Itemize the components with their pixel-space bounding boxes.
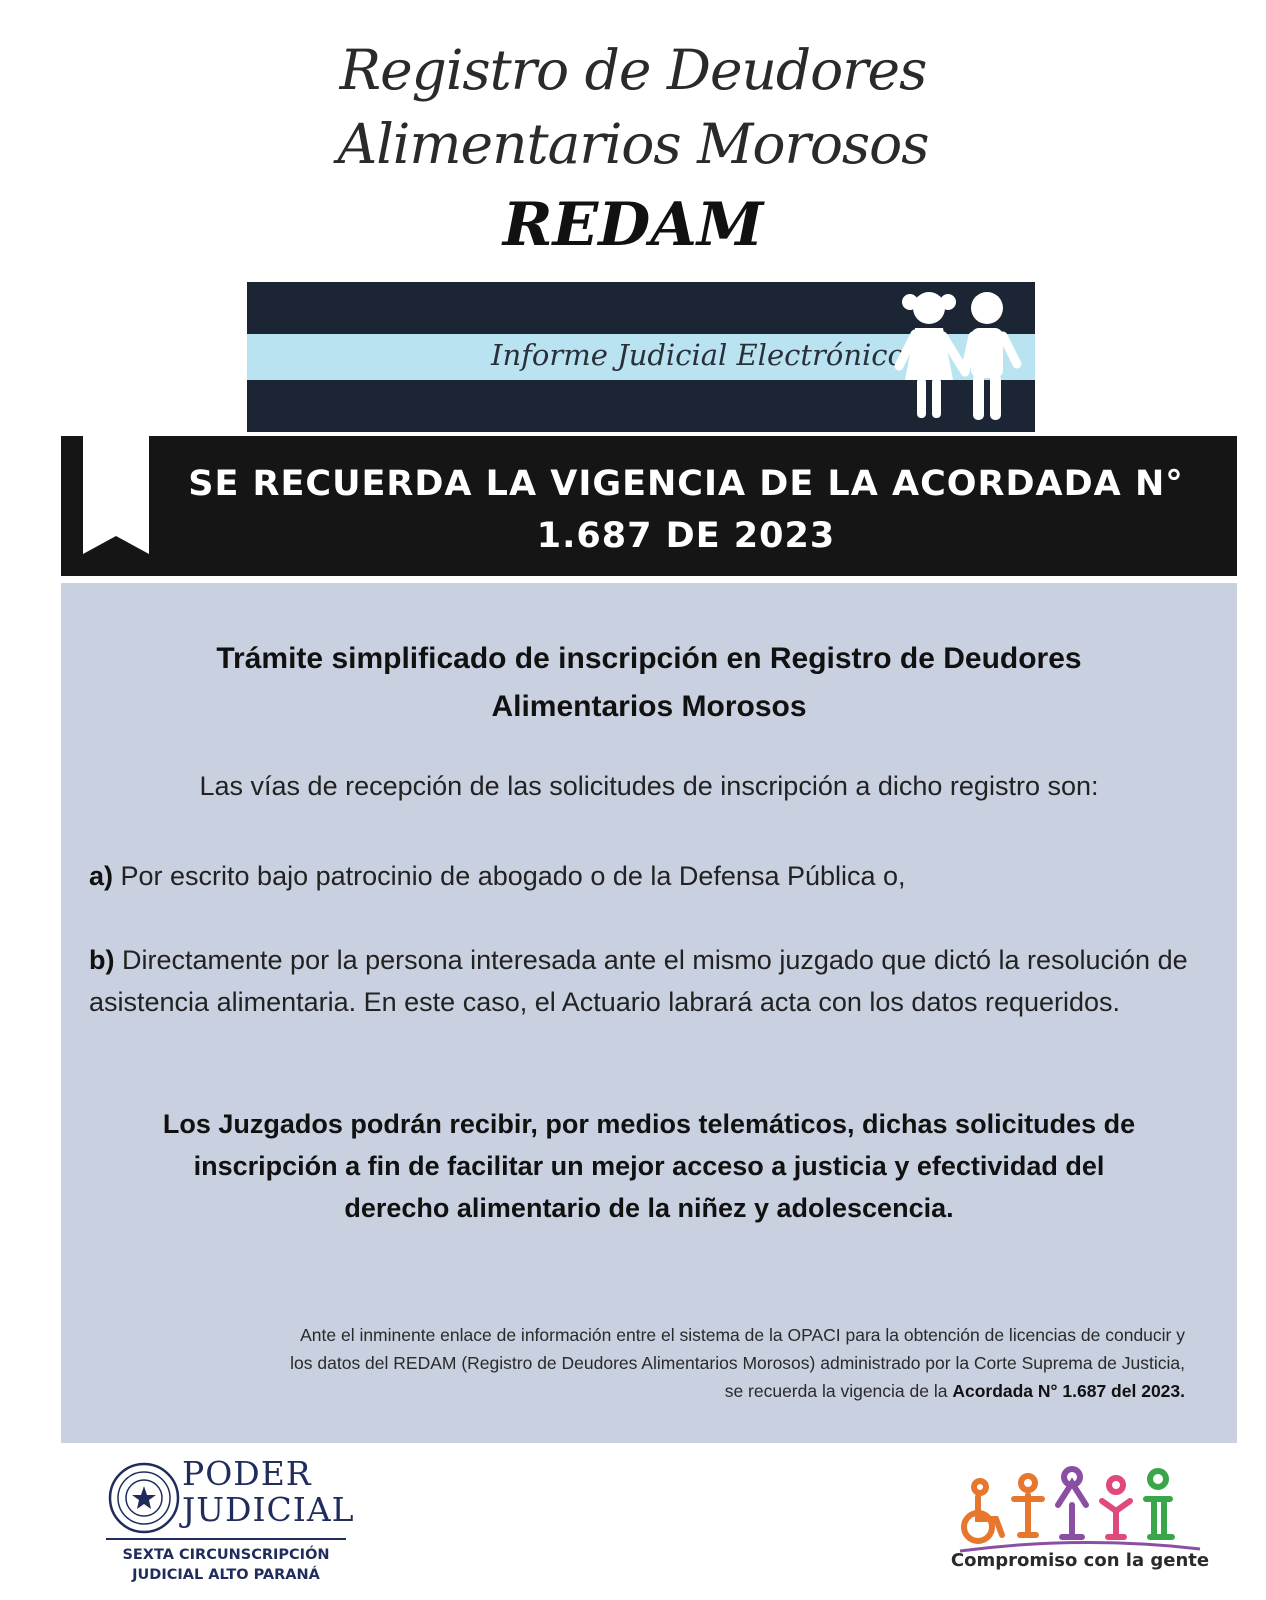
list-item-a: [89, 855, 1209, 897]
informe-banner: [247, 282, 1035, 432]
banner-line-2: 1.687 DE 2023: [536, 516, 836, 556]
footnote: [75, 1321, 1185, 1405]
title-acronym: REDAM: [502, 190, 764, 260]
panel-bold-statement: [81, 1103, 1217, 1229]
info-panel: [61, 583, 1237, 1443]
item-b-text: Directamente por la persona interesada ante el mismo juzgado que dictó la resolución de asistencia alimentaria. En este caso, el Actuario labrará acta con los datos requeridos.: [89, 945, 1188, 1017]
panel-title-line-1: Trámite simplificado de inscripción en Registro de Deudores: [216, 642, 1082, 675]
banner-line-1: SE RECUERDA LA VIGENCIA DE LA ACORDADA N°: [188, 464, 1184, 504]
panel-title-line-2: Alimentarios Morosos: [491, 690, 807, 723]
children-holding-hands-icon: [887, 286, 1027, 428]
bold-line-2: inscripción a fin de facilitar un mejor acceso a justicia y efectividad del: [193, 1151, 1105, 1181]
pj-line-1: PODER: [182, 1454, 312, 1493]
item-a-key: a): [89, 861, 114, 891]
bookmark-icon: [83, 436, 149, 554]
people-figures-icon: [950, 1465, 1210, 1557]
pj-sub-line-1: SEXTA CIRCUNSCRIPCIÓN: [122, 1547, 330, 1563]
footnote-line-2: los datos del REDAM (Registro de Deudores Alimentarios Morosos) administrado por la Corte Suprema de Justicia,: [290, 1353, 1185, 1373]
item-b-key: b): [89, 945, 115, 975]
acordada-banner: [61, 436, 1237, 576]
bold-line-3: derecho alimentario de la niñez y adolescencia.: [344, 1193, 954, 1223]
footnote-line-3: [75, 1377, 1185, 1405]
title-line-2: Alimentarios Morosos: [337, 112, 929, 176]
footnote-acordada: Acordada N° 1.687 del 2023.: [952, 1381, 1185, 1401]
campaign-slogan: Compromiso con la gente: [950, 1550, 1210, 1571]
item-a-text: Por escrito bajo patrocinio de abogado o de la Defensa Pública o,: [113, 861, 906, 891]
bold-line-1: Los Juzgados podrán recibir, por medios telemáticos, dichas solicitudes de: [162, 1109, 1136, 1139]
banner-text: [151, 458, 1221, 562]
list-item-b: [89, 939, 1209, 1023]
footnote-line-3-text: se recuerda la vigencia de la: [724, 1381, 953, 1401]
footnote-line-1: Ante el inminente enlace de información entre el sistema de la OPACI para la obtención de licencias de conducir y: [300, 1325, 1185, 1345]
poder-judicial-title: [182, 1456, 355, 1528]
pj-divider: [106, 1538, 346, 1540]
informe-label: Informe Judicial Electrónico: [491, 338, 905, 372]
panel-title: [61, 635, 1237, 731]
title-line-1: Registro de Deudores: [339, 38, 927, 102]
pj-line-2: JUDICIAL: [182, 1490, 355, 1529]
pj-sub-line-2: JUDICIAL ALTO PARANÁ: [132, 1567, 320, 1583]
pj-subtitle: [106, 1545, 346, 1585]
panel-intro: Las vías de recepción de las solicitudes de inscripción a dicho registro son:: [199, 771, 1099, 801]
paraguay-seal-icon: [108, 1462, 180, 1534]
